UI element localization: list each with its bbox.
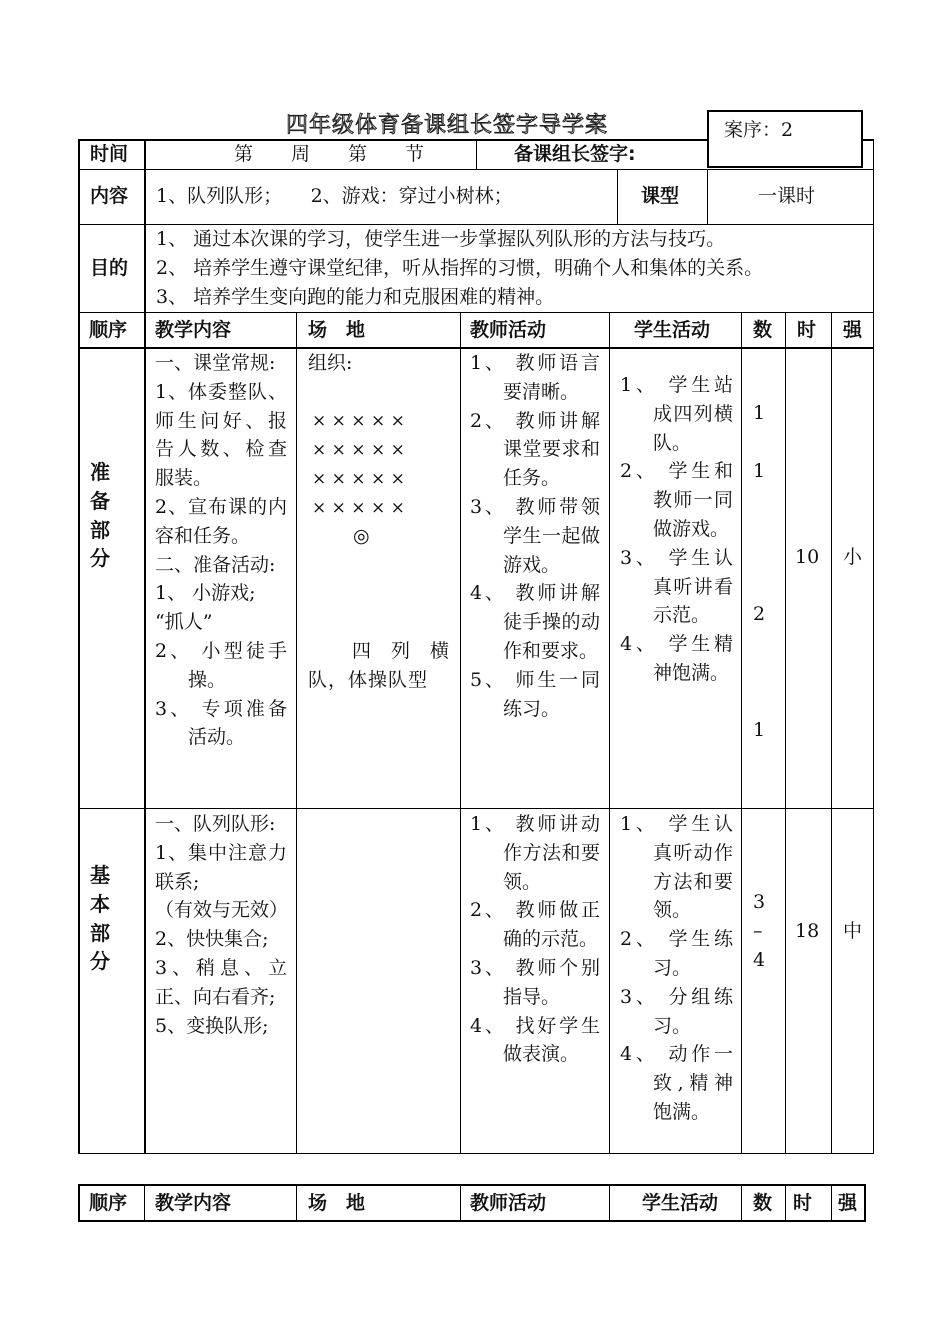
prep-content-line: 一、课堂常规: [155,352,276,374]
section-prep-name-char: 部 [90,517,110,542]
goal-label: 目的 [90,257,129,279]
prep-student-item: 1、 学生站成四列横队。 [620,374,733,454]
goal-item: 1、 通过本次课的学习，使学生进一步掌握队列队形的方法与技巧。 [156,228,726,250]
footer-col-content: 教学内容 [155,1192,232,1214]
prep-content-cell [155,349,287,752]
field-organization-label: 组织: [308,352,353,374]
col-header-count: 数 [753,319,773,341]
basic-teacher-item: 2、 教师做正确的示范。 [470,899,600,951]
goal-item: 2、 培养学生遵守课堂纪律，听从指挥的习惯，明确个人和集体的关系。 [156,257,764,279]
case-number: 案序：2 [724,119,794,141]
prep-teacher-cell [470,349,600,723]
basic-teacher-item: 4、 找好学生做表演。 [470,1014,600,1066]
prep-teacher-item: 4、 教师讲解徒手操的动作和要求。 [470,582,600,662]
content-text: 1、队列队形； 2、游戏：穿过小树林； [156,185,513,207]
prep-student-item: 2、 学生和教师一同做游戏。 [620,460,733,540]
basic-content-line: 1、集中注意力联系; [155,841,287,893]
prep-student-item: 4、 学生精神饱满。 [620,633,733,684]
field-formation-note: 四列横队，体操队型 [308,640,450,691]
basic-student-cell [620,810,733,1127]
col-header-student: 学生活动 [634,319,711,341]
prep-content-line: 1、 小游戏; [155,582,256,605]
goal-item: 3、 培养学生变向跑的能力和克服困难的精神。 [156,286,555,308]
section-basic-name-char: 部 [90,920,110,945]
time-label: 时间 [90,143,129,165]
section-prep-name-char: 分 [90,546,110,571]
section-basic-name-char: 基 [90,863,110,887]
section-basic-name [88,861,112,976]
basic-teacher-cell [470,810,600,1069]
prep-teacher-item: 1、 教师语言要清晰。 [470,352,600,403]
prep-content-line: “抓人” [155,611,213,634]
basic-student-item: 3、 分组练习。 [620,985,733,1037]
basic-content-line: 一、队列队形: [155,813,276,835]
basic-count-dash: – [753,920,763,942]
basic-student-item: 2、 学生练习。 [620,928,733,979]
section-prep-name [88,458,112,573]
content-label: 内容 [90,185,129,207]
basic-student-item: 4、 动作一致,精神饱满。 [620,1043,733,1123]
prep-content-line: 1、体委整队、师生问好、报告人数、检查服装。 [155,380,287,490]
basic-content-cell [155,810,287,1040]
prep-student-item: 3、 学生认真听讲看示范。 [620,546,733,627]
section-basic-name-char: 分 [90,949,110,974]
footer-col-time: 时 [793,1192,813,1214]
prep-teacher-item: 2、 教师讲解课堂要求和任务。 [470,409,600,490]
basic-content-line: （有效与无效） [155,899,289,922]
page-title: 四年级体育备课组长签字导学案 [286,113,609,138]
basic-count-bottom: 4 [753,949,766,971]
col-header-intensity: 强 [843,319,863,341]
basic-teacher-item: 1、 教师讲动作方法和要领。 [470,813,600,893]
col-header-content: 教学内容 [155,319,232,341]
prep-time: 10 [795,546,820,568]
sign-label: 备课组长签字: [514,143,636,165]
prep-teacher-item: 5、 师生一同练习。 [470,668,600,720]
footer-col-teacher: 教师活动 [470,1192,547,1214]
basic-content-line: 5、变换队形; [155,1014,269,1037]
basic-teacher-item: 3、 教师个别指导。 [470,956,600,1008]
section-basic-name-char: 本 [90,891,110,916]
footer-col-student: 学生活动 [642,1192,719,1214]
section-prep-name-char: 备 [90,488,110,513]
week-lesson-field: 第 周 第 节 [234,143,425,165]
col-header-field: 场 地 [308,319,366,341]
prep-count: 2 [753,603,766,625]
lesson-type-value: 一课时 [758,185,816,207]
prep-content-line: 3、 专项准备活动。 [155,697,287,749]
prep-count: 1 [753,460,766,482]
prep-teacher-item: 3、 教师带领学生一起做游戏。 [470,495,600,576]
basic-intensity: 中 [843,920,863,942]
formation-row: × × × × × [312,440,405,460]
footer-col-intensity: 强 [838,1192,858,1214]
prep-content-line: 2、 小型徒手操。 [155,639,287,691]
col-header-time: 时 [797,319,817,341]
basic-student-item: 1、 学生认真听动作方法和要领。 [620,813,733,922]
lesson-type-label: 课型 [641,185,680,207]
basic-time: 18 [795,920,820,942]
footer-col-count: 数 [753,1192,773,1214]
col-header-order: 顺序 [89,319,128,341]
prep-student-cell [620,371,733,688]
teacher-position-mark: ◎ [353,525,370,547]
basic-content-line: 2、快快集合; [155,928,269,951]
formation-row: × × × × × [312,469,405,489]
prep-content-line: 二、准备活动: [155,553,276,576]
footer-col-field: 场 地 [308,1192,366,1214]
formation-row: × × × × × [312,411,405,431]
prep-count: 1 [753,719,766,741]
col-header-teacher: 教师活动 [470,319,547,341]
formation-row: × × × × × [312,498,405,518]
footer-col-order: 顺序 [89,1192,128,1214]
prep-count: 1 [753,402,766,424]
basic-count-top: 3 [753,891,766,913]
prep-content-line: 2、宣布课的内容和任务。 [155,495,287,547]
prep-intensity: 小 [843,546,863,568]
section-prep-name-char: 准 [90,460,110,484]
basic-content-line: 3、稍息、立正、向右看齐; [155,956,287,1008]
